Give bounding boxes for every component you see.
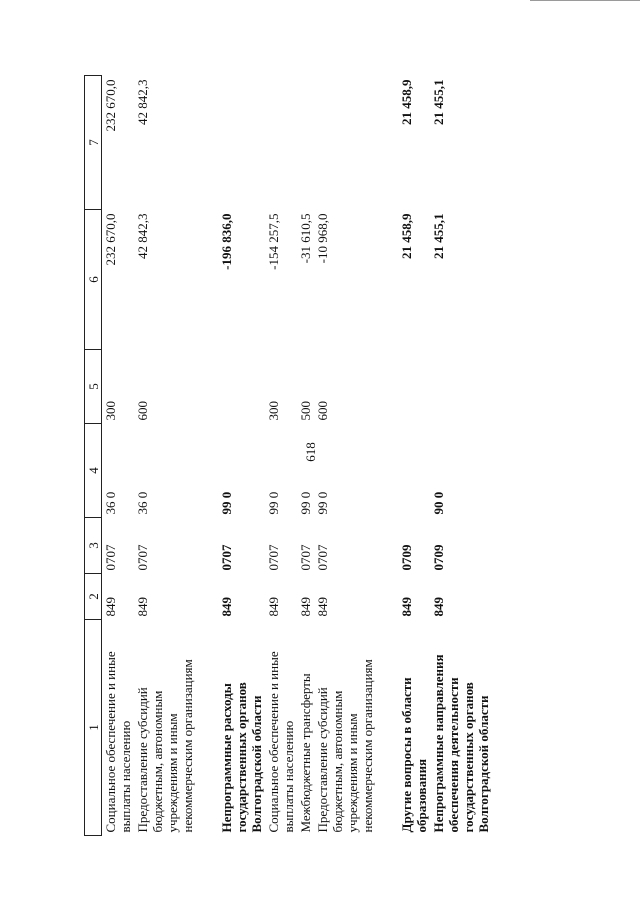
column-header: 3	[85, 518, 102, 574]
row-name: Межбюджетные трансферты	[298, 673, 313, 833]
change-amount: 21 455,1	[431, 213, 446, 259]
type-code: 600	[315, 401, 330, 421]
change-amount: -196 836,0	[219, 213, 234, 270]
total-amount: 42 842,3	[135, 79, 150, 125]
change-amount: -10 968,0	[315, 213, 330, 264]
type-code: 600	[135, 401, 150, 421]
target-code: 99 0	[219, 491, 234, 515]
section-code: 0707	[315, 544, 330, 571]
row-name: Непрограммные расходы государственных органов Волгоградской области	[219, 682, 264, 833]
column-header: 1	[85, 620, 102, 836]
section-code: 0707	[219, 544, 234, 571]
change-amount: 42 842,3	[135, 213, 150, 259]
table-row	[314, 76, 376, 836]
table-row	[102, 76, 135, 836]
row-name: Предоставление субсидий бюджетным, автономным учреждениям и иным некоммерческим организациям	[315, 659, 375, 833]
total-amount: 232 670,0	[103, 79, 118, 132]
page-number: 618	[303, 442, 318, 462]
admin-code: 849	[266, 597, 281, 617]
change-amount: 232 670,0	[103, 213, 118, 266]
target-code: 36 0	[135, 491, 150, 515]
type-code: 300	[266, 401, 281, 421]
total-amount	[314, 76, 376, 210]
admin-code: 849	[431, 597, 446, 617]
section-code: 0709	[399, 544, 414, 571]
row-name: Непрограммные направления обеспечения деятельности государственных органов Волгоградской области	[431, 654, 491, 833]
table-row	[218, 76, 265, 836]
header-row	[85, 76, 102, 836]
column-header: 2	[85, 574, 102, 620]
row-spacer	[376, 76, 398, 836]
row-name: Социальное обеспечение и иные выплаты населению	[266, 651, 296, 833]
admin-code: 849	[315, 597, 330, 617]
target-code: 36 0	[103, 491, 118, 515]
table-row	[297, 76, 314, 836]
table-row	[134, 76, 196, 836]
total-amount	[218, 76, 265, 210]
rotated-table-frame	[84, 76, 624, 836]
target-code: 90 0	[431, 491, 446, 515]
admin-code: 849	[135, 597, 150, 617]
column-header: 5	[85, 350, 102, 424]
type-code: 300	[103, 401, 118, 421]
admin-code: 849	[103, 597, 118, 617]
total-amount	[297, 76, 314, 210]
section-code: 0707	[266, 544, 281, 571]
column-header: 6	[85, 210, 102, 350]
admin-code: 849	[219, 597, 234, 617]
corner-rule	[530, 0, 640, 1]
admin-code: 849	[399, 597, 414, 617]
column-header: 4	[85, 424, 102, 518]
row-name: Социальное обеспечение и иные выплаты населению	[103, 651, 133, 833]
section-code: 0707	[298, 544, 313, 571]
table-row	[430, 76, 492, 836]
change-amount: 21 458,9	[399, 213, 414, 259]
row-name: Другие вопросы в области образования	[399, 677, 429, 833]
table-row	[265, 76, 297, 836]
change-amount: -31 610,5	[298, 213, 313, 264]
row-spacer	[196, 76, 218, 836]
type-code	[430, 350, 492, 424]
budget-table	[84, 75, 492, 836]
total-amount	[265, 76, 297, 210]
target-code	[398, 424, 430, 518]
section-code: 0707	[103, 544, 118, 571]
target-code: 99 0	[266, 491, 281, 515]
target-code: 99 0	[315, 491, 330, 515]
type-code: 500	[298, 401, 313, 421]
section-code: 0709	[431, 544, 446, 571]
total-amount: 21 458,9	[399, 79, 414, 125]
table-row	[398, 76, 430, 836]
section-code: 0707	[135, 544, 150, 571]
change-amount: -154 257,5	[266, 213, 281, 270]
target-code: 99 0	[298, 491, 313, 515]
admin-code: 849	[298, 597, 313, 617]
column-header: 7	[85, 76, 102, 210]
total-amount: 21 455,1	[431, 79, 446, 125]
type-code	[218, 350, 265, 424]
type-code	[398, 350, 430, 424]
row-name: Предоставление субсидий бюджетным, автономным учреждениям и иным некоммерческим организациям	[135, 659, 195, 833]
